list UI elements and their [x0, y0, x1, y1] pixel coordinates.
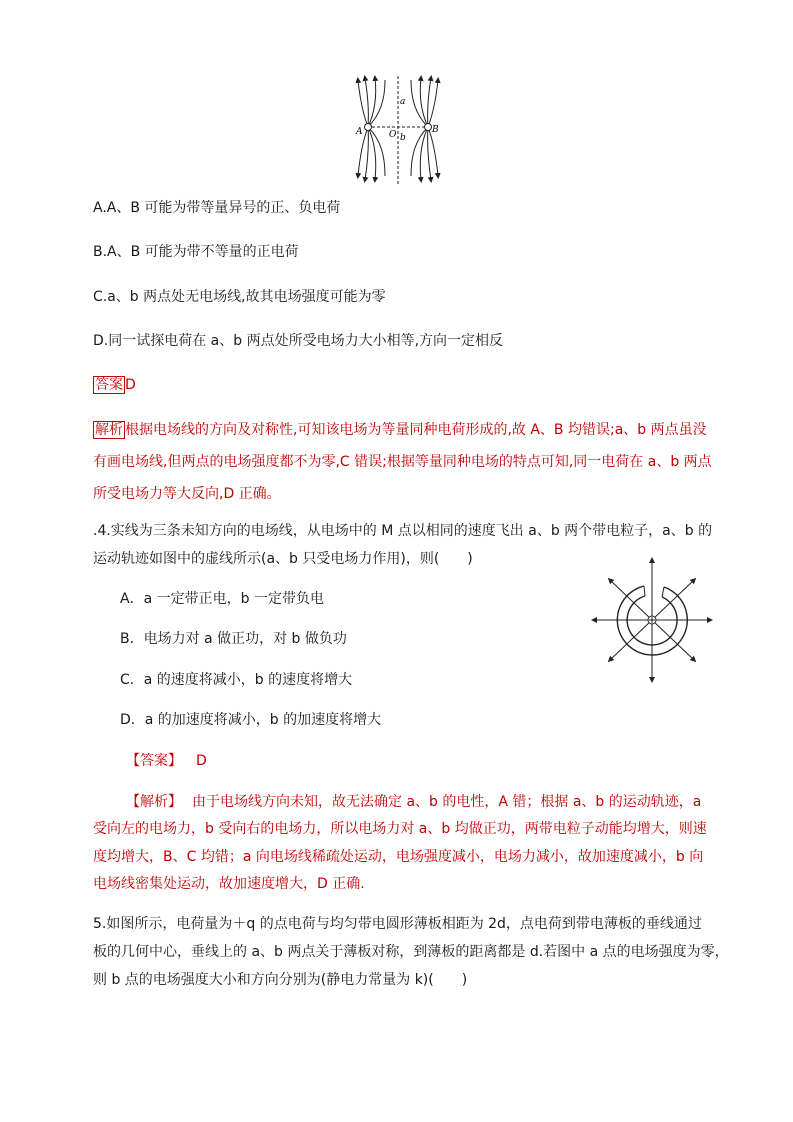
field-lines-figure	[355, 74, 443, 186]
q5-stem-line-2: 板的几何中心，垂线上的 a、b 两点关于薄板对称，到薄板的距离都是 d.若图中 a 点的电场强度为零，	[93, 944, 729, 960]
q5-stem-line-1: 5.如图所示，电荷量为＋q 的点电荷与均匀带电圆形薄板相距为 2d，点电荷到带电薄板的垂线通过	[93, 916, 702, 932]
q4-stem-line-2: 运动轨迹如图中的虚线所示(a、b 只受电场力作用)，则( )	[93, 551, 473, 567]
answer-tag: 【答案】	[126, 753, 182, 769]
q3-answer-row	[93, 374, 136, 394]
label-O: O	[389, 130, 397, 140]
q3-option-d: D.同一试探电荷在 a、b 两点处所受电场力大小相等,方向一定相反	[93, 333, 504, 349]
answer-tag: 答案	[95, 377, 123, 393]
q5-stem-line-3: 则 b 点的电场强度大小和方向分别为(静电力常量为 k)( )	[93, 972, 468, 988]
q4-analysis-line-3: 度均增大，B、C 均错；a 向电场线稀疏处运动，电场强度减小，电场力减小，故加速度减小，b 向	[93, 849, 704, 865]
analysis-text: 由于电场线方向未知，故无法确定 a、b 的电性，A 错；根据 a、b 的运动轨迹，a	[192, 794, 702, 810]
label-a: a	[400, 97, 406, 107]
analysis-tag: 【解析】	[126, 794, 182, 810]
answer-value: D	[196, 753, 207, 769]
q4-answer-row	[126, 750, 207, 770]
q3-option-b: B.A、B 可能为带不等量的正电荷	[93, 244, 299, 260]
label-b: b	[400, 133, 406, 143]
answer-value: D	[125, 377, 136, 393]
q4-option-d: D．a 的加速度将减小，b 的加速度将增大	[120, 712, 382, 728]
q4-option-c: C．a 的速度将减小，b 的速度将增大	[120, 672, 353, 688]
radial-field-figure	[590, 556, 714, 684]
q3-option-a: A.A、B 可能为带等量异号的正、负电荷	[93, 200, 341, 216]
q4-stem-line-1: .4.实线为三条未知方向的电场线，从电场中的 M 点以相同的速度飞出 a、b 两个带电粒子，a、b 的	[93, 523, 713, 539]
label-B: B	[432, 125, 439, 135]
label-A: A	[356, 127, 363, 137]
q4-analysis-line-4: 电场线密集处运动，故加速度增大，D 正确.	[93, 876, 365, 892]
analysis-tag: 解析	[95, 422, 123, 438]
q3-analysis-line-3: 所受电场力等大反向,D 正确。	[93, 486, 281, 502]
q4-option-b: B．电场力对 a 做正功，对 b 做负功	[120, 631, 347, 647]
q3-analysis-line-2: 有画电场线,但两点的电场强度都不为零,C 错误;根据等量同种电场的特点可知,同一电荷在 a、b 两点	[93, 454, 712, 470]
q4-option-a: A．a 一定带正电，b 一定带负电	[120, 591, 324, 607]
q3-option-c: C.a、b 两点处无电场线,故其电场强度可能为零	[93, 289, 386, 305]
q4-analysis-line-1	[126, 791, 701, 811]
analysis-text: 根据电场线的方向及对称性,可知该电场为等量同种电荷形成的,故 A、B 均错误;a、b 两点虽没	[125, 422, 707, 438]
q3-analysis-line-1	[93, 419, 707, 439]
q4-analysis-line-2: 受向左的电场力，b 受向右的电场力，所以电场力对 a、b 均做正功，两带电粒子动能均增大，则速	[93, 821, 707, 837]
